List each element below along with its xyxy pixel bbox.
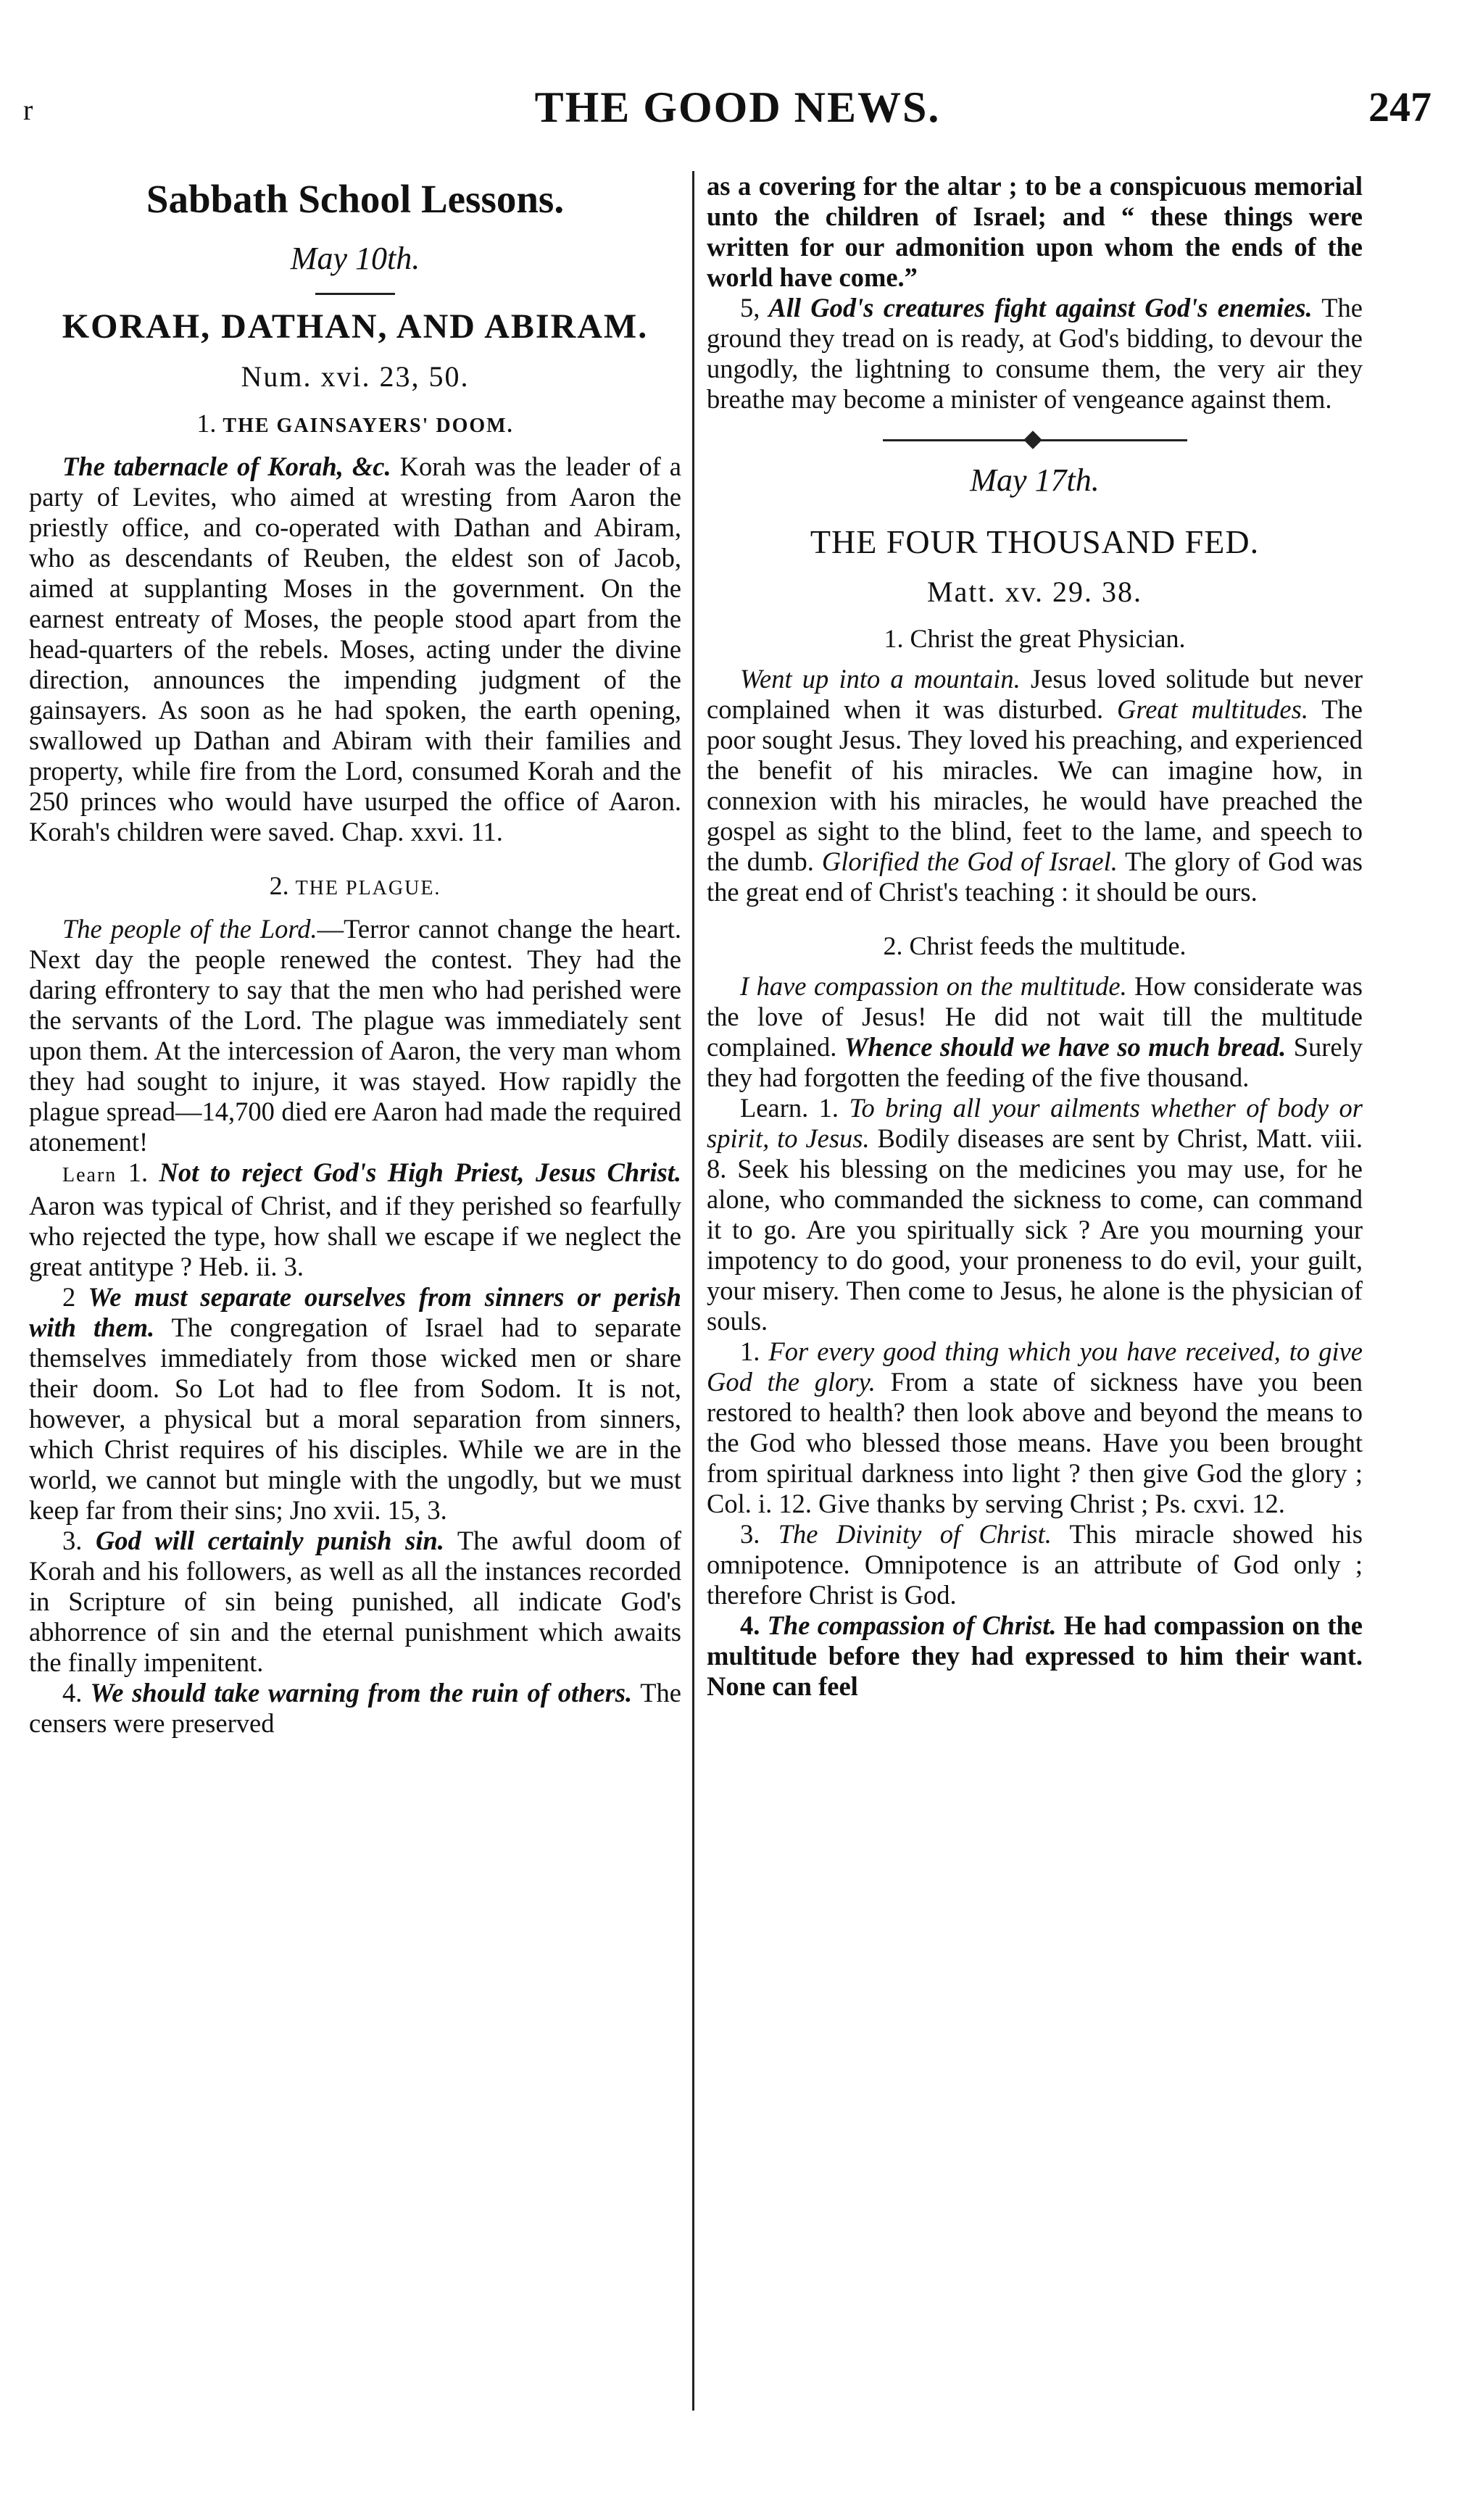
section-heading (29, 868, 681, 907)
paragraph (707, 1336, 1363, 1519)
paragraph (707, 971, 1363, 1093)
paragraph-lead: To bring all your ailments whether of body or spirit, to Jesus. (707, 1093, 1363, 1153)
paragraph-text: Aaron was typical of Christ, and if they perished so fearfully who rejected the type, how shall we escape if we neglect the great antitype ? Heb. ii. 3. (29, 1191, 681, 1281)
divider-rule (315, 293, 395, 295)
paragraph-lead: We should take warning from the ruin of others. (82, 1678, 633, 1708)
paragraph-text: The awful doom of Korah and his followers, as well as all the instances recorded in Scripture of sin being punished, all indicate God's abhorrence of sin and the eternal punishment which awaits the finally impenitent. (29, 1526, 681, 1677)
ornamental-rule (883, 436, 1187, 444)
paragraph-lead: Not to reject God's High Priest, Jesus Christ. (159, 1157, 681, 1187)
margin-mark: r (23, 93, 33, 126)
paragraph-lead: The compassion of Christ. (760, 1610, 1057, 1640)
paragraph-text: From a state of sickness have you been restored to health? then look above and beyond the means to the God who blessed those means. Have you been brought from spiritual darkness into light ? then give God the glory ; Col. i. 12. Give thanks by serving Christ ; Ps. cxvi. 12. (707, 1367, 1363, 1518)
paragraph-lead: All God's creatures fight against God's enemies. (760, 293, 1313, 323)
column-divider (692, 171, 694, 2411)
paragraph (29, 1157, 681, 1282)
point-number: 4. (740, 1610, 760, 1640)
paragraph (29, 1526, 681, 1678)
paragraph-text: The censers were preserved (29, 1678, 681, 1738)
paragraph-lead: Went up into a mountain. (740, 664, 1021, 694)
learn-label: Learn. 1. (740, 1093, 839, 1123)
lesson-title: KORAH, DATHAN, AND ABIRAM. (62, 307, 649, 346)
point-number: 4. (62, 1678, 83, 1708)
paragraph-lead: The Divinity of Christ. (760, 1519, 1052, 1549)
point-number: 3. (62, 1526, 83, 1555)
point-number: 3. (740, 1519, 760, 1549)
paragraph-lead: Whence should we have so much bread. (844, 1032, 1287, 1062)
paragraph (29, 1678, 681, 1739)
section-heading (29, 405, 681, 444)
point-number: 2 (62, 1282, 76, 1312)
diamond-ornament-icon (1023, 431, 1042, 449)
scripture-reference: Matt. xv. 29. 38. (927, 575, 1142, 608)
paragraph-lead: I have compassion on the multitude. (740, 971, 1127, 1001)
paragraph-lead: For every good thing which you have received, to give God the glory. (707, 1336, 1363, 1397)
paragraph-text: The ground they tread on is ready, at God's bidding, to devour the ungodly, the lightning to consume them, the very air they breathe may become a minister of vengeance against them. (707, 293, 1363, 414)
paragraph-text: The poor sought Jesus. They loved his preaching, and experienced the benefit of his miracles. We can imagine how, in connexion with his miracles, he would have preached the gospel as sight to the blind, feet to the lame, and speech to the dumb. (707, 694, 1363, 876)
paragraph (707, 1519, 1363, 1610)
left-column (29, 171, 681, 2472)
page-header (0, 80, 1475, 145)
paragraph-text: Korah was the leader of a party of Levites, who aimed at wresting from Aaron the priestly office, and co-operated with Dathan and Abiram, who as descendants of Reuben, the eldest son of Jacob, aimed at supplanting Moses in the government. On the earnest entreaty of Moses, the people stood apart from the head-quarters of the rebels. Moses, acting under the divine direction, announces the impending judgment of the gainsayers. As soon as he had spoken, the earth opening, swallowed up Dathan and Abiram with their families and property, while fire from the Lord, consumed Korah and the 250 princes who would have usurped the office of Aaron. Korah's children were saved. Chap. xxvi. 11. (29, 452, 681, 847)
paragraph-lead: Glorified the God of Israel. (821, 847, 1118, 876)
paragraph-lead: The people of the Lord. (62, 914, 317, 944)
paragraph-continuation: as a covering for the altar ; to be a conspicuous memorial unto the children of Israel; and “ these things were written for our admonition upon whom the ends of the world have come.” (707, 171, 1363, 292)
section-heading: 2. Christ feeds the multitude. (883, 931, 1187, 960)
paragraph-text: This miracle showed his omnipotence. Omnipotence is an attribute of God only ; therefore Christ is God. (707, 1519, 1363, 1610)
right-column (707, 171, 1363, 2472)
paragraph (29, 452, 681, 847)
section-heading: 1. Christ the great Physician. (884, 624, 1186, 653)
lesson-date: May 10th. (290, 241, 420, 276)
paragraph (707, 1093, 1363, 1336)
paragraph-text: He had compassion on the multitude before they had expressed to him their want. None can feel (707, 1610, 1363, 1701)
paragraph-text: The glory of God was the great end of Christ's teaching : it should be ours. (707, 847, 1363, 907)
paragraph (29, 1282, 681, 1526)
paragraph (707, 1610, 1363, 1702)
section-title: THE PLAGUE. (295, 877, 441, 899)
paragraph-lead: The tabernacle of Korah, &c. (62, 452, 391, 481)
point-number: 1. (117, 1157, 149, 1187)
point-number: 5, (740, 293, 760, 323)
learn-label: Learn (62, 1164, 117, 1186)
paragraph-text: Surely they had forgotten the feeding of the five thousand. (707, 1032, 1363, 1092)
paragraph-text: Bodily diseases are sent by Christ, Matt. viii. 8. Seek his blessing on the medicines you may use, for he alone, who commanded the sickness to come, can command it to go. Are you spiritually sick ? Are you mourning your impotency to do good, your proneness to do evil, your guilt, your misery. Then come to Jesus, he alone is the physician of souls. (707, 1123, 1363, 1336)
paragraph-text: Jesus loved solitude but never complained when it was disturbed. (707, 664, 1363, 724)
page-title: Sabbath School Lessons. (146, 177, 565, 221)
paragraph-lead: God will certainly punish sin. (82, 1526, 444, 1555)
paragraph-lead: We must separate ourselves from sinners or perish with them. (29, 1282, 681, 1342)
paragraph-text: The congregation of Israel had to separate themselves immediately from those wicked men or share their doom. So Lot had to flee from Sodom. It is not, however, a physical but a moral separation from sinners, which Christ requires of his disciples. While we are in the world, we cannot but mingle with the ungodly, but we must keep far from their sins; Jno xvii. 15, 3. (29, 1313, 681, 1525)
scripture-reference: Num. xvi. 23, 50. (241, 360, 470, 393)
running-title: THE GOOD NEWS. (534, 83, 941, 131)
paragraph (707, 293, 1363, 415)
section-number: 2. (269, 871, 289, 900)
paragraph (29, 914, 681, 1157)
paragraph (707, 664, 1363, 907)
point-number: 1. (740, 1336, 760, 1366)
section-number: 1. (196, 409, 217, 438)
paragraph-lead: Great multitudes. (1117, 694, 1308, 724)
paragraph-text: —Terror cannot change the heart. Next day the people renewed the contest. They had the daring effrontery to say that the men who had perished were the servants of the Lord. The plague was immediately sent upon them. At the intercession of Aaron, the very man whom they had sought to injure, it was stayed. How rapidly the plague spread—14,700 died ere Aaron had made the required atonement! (29, 914, 681, 1157)
lesson-date: May 17th. (970, 462, 1100, 498)
section-title: THE GAINSAYERS' DOOM. (223, 415, 514, 437)
paragraph-text: How considerate was the love of Jesus! He did not wait till the multitude complained. (707, 971, 1363, 1062)
lesson-title: THE FOUR THOUSAND FED. (810, 523, 1260, 560)
page-number: 247 (1368, 83, 1432, 130)
